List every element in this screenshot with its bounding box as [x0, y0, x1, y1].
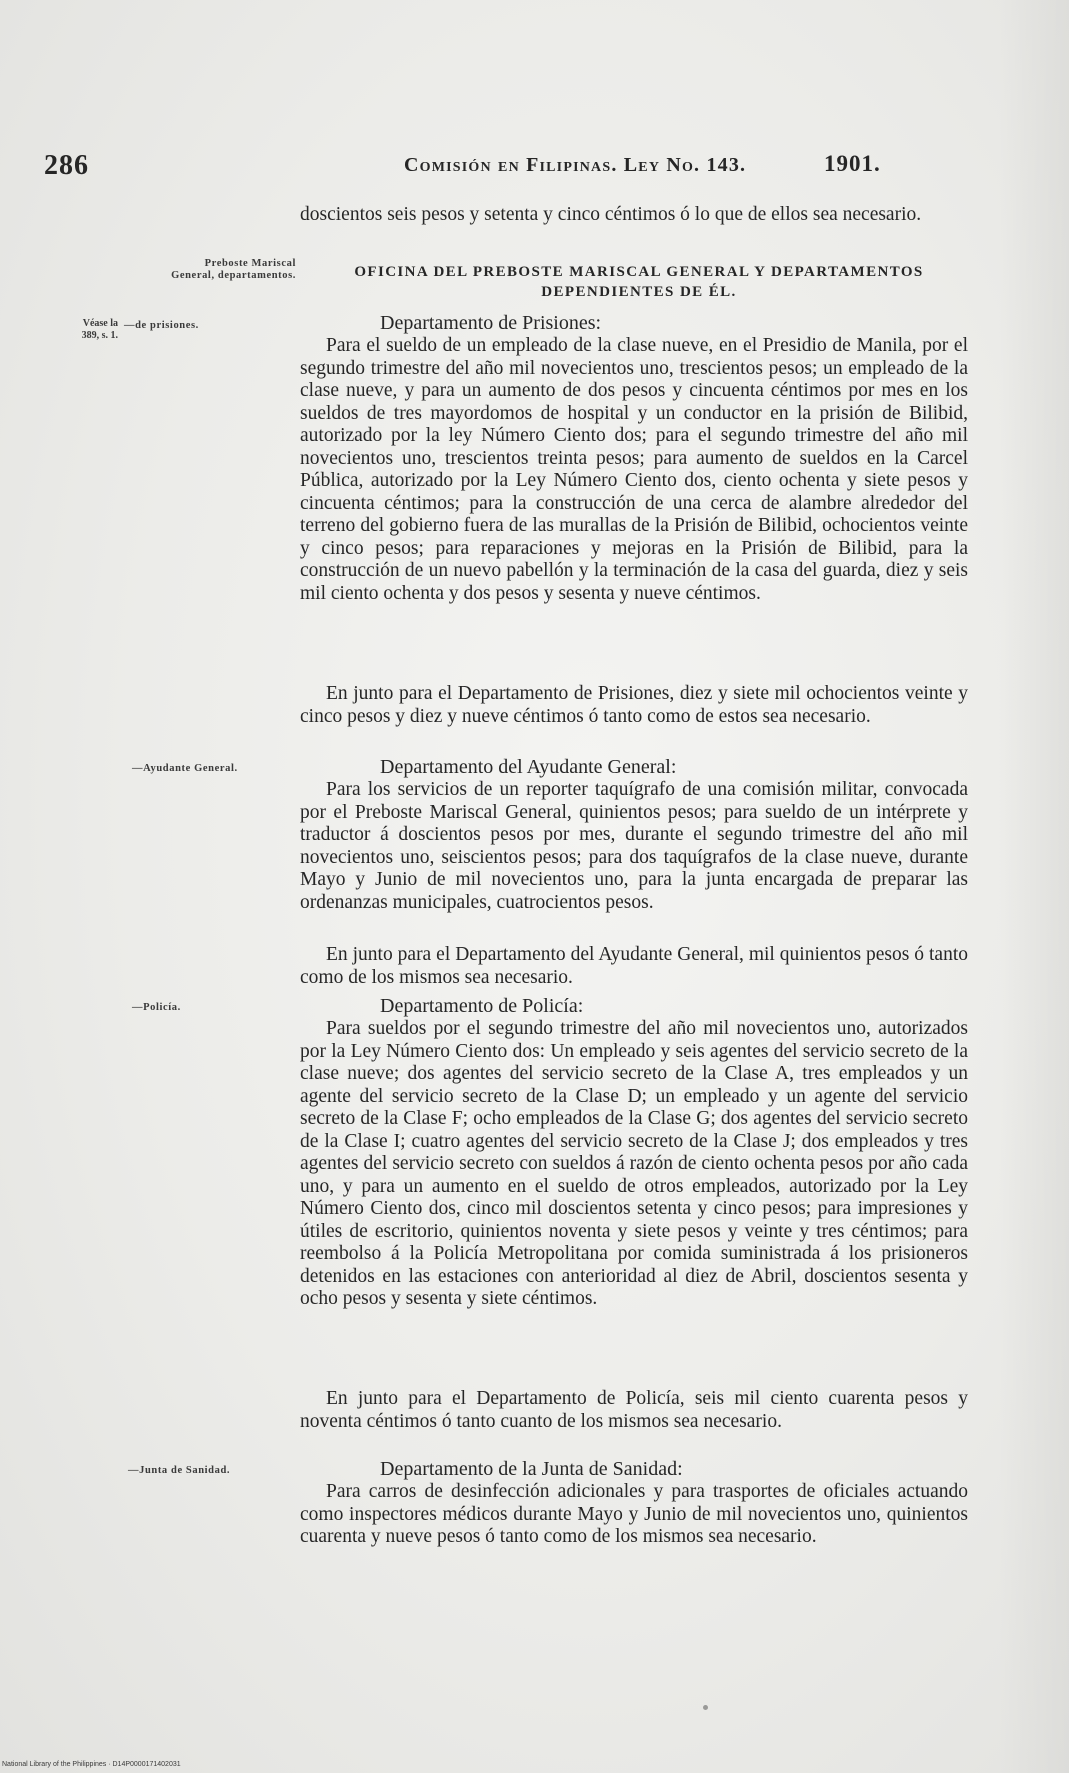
margin-note-sanidad: —Junta de Sanidad.: [128, 1465, 231, 1476]
policia-paragraph-1: Para sueldos por el segundo trimestre del año mil novecientos uno, autorizados por la Ley Número Ciento dos: Un empleado y seis agentes del servicio secreto de la clase nueve; dos agentes del servicio secreto de la Clase A, tres empleados y un agente del servicio secreto de la Clase D; un empleado y un agente del servicio secreto de la Clase F; ocho empleados de la Clase G; dos agentes del servicio secreto de la Clase I; cuatro agentes del servicio secreto de la Clase J; dos empleados y tres agentes del servicio secreto con sueldos á razón de ciento ochenta pesos por año cada uno, y para un aumento en el sueldo de otros empleados, autorizado por la Ley Número Ciento dos, cinco mil doscientos setenta y cinco pesos; para impresiones y útiles de escritorio, quinientos noventa y siete pesos y veinte y tres céntimos; para reembolso á la Policía Metropolitana por comida suministrada á los prisioneros detenidos en las estaciones con anterioridad al diez de Abril, doscientos sesenta y ocho pesos y sesenta y siete céntimos.: [300, 1018, 968, 1309]
margin-note-ayudante: —Ayudante General.: [132, 763, 238, 774]
running-head: Comisión en Filipinas. Ley No. 143.: [404, 154, 747, 176]
sanidad-paragraph-1: Para carros de desinfección adicionales y para trasportes de oficiales actuando como inspectores médicos durante Mayo y Junio de mil novecientos uno, quinientos cuarenta y nueve pesos ó tanto como de los mismos sea necesario.: [300, 1481, 968, 1547]
header-year: 1901.: [824, 151, 881, 176]
margin-cross-reference: Véase la 389, s. 1.: [81, 318, 118, 341]
footer-credit: National Library of the Philippines · D14P0000171402031: [2, 1761, 181, 1768]
section-heading-policia: Departamento de Policía:: [380, 995, 584, 1017]
page-number: 286: [44, 150, 89, 181]
prisiones-paragraph-1: Para el sueldo de un empleado de la clase nueve, en el Presidio de Manila, por el segundo trimestre del año mil novecientos uno, trescientos pesos; un empleado de la clase nueve, y para un aumento de dos pesos y cincuenta céntimos por mes en los sueldos de tres mayordomos de hospital y un conductor en la prisión de Bilibid, autorizado por la ley Número Ciento dos; para el segundo trimestre del año mil novecientos uno, trescientos treinta pesos; para aumento de sueldos en la Carcel Pública, autorizado por la Ley Número Ciento dos, ciento ochenta y siete pesos y cincuenta céntimos; para la construcción de una cerca de alambre alrededor del terreno del gobierno fuera de las murallas de la Prisión de Bilibid, ochocientos veinte y cinco pesos; para reparaciones y mejoras en la Prisión de Bilibid, para la construcción de un nuevo pabellón y la terminación de la casa del guarda, diez y seis mil ciento ochenta y dos pesos y sesenta y nueve céntimos.: [300, 335, 968, 604]
ayudante-paragraph-2: En junto para el Departamento del Ayudante General, mil quinientos pesos ó tanto como de los mismos sea necesario.: [300, 944, 968, 988]
section-heading-sanidad: Departamento de la Junta de Sanidad:: [380, 1458, 683, 1480]
margin-note-prisiones: —de prisiones.: [124, 320, 199, 331]
policia-paragraph-2: En junto para el Departamento de Policía, seis mil ciento cuarenta pesos y noventa céntimos ó tanto cuanto de los mismos sea necesario.: [300, 1388, 968, 1432]
section-heading-ayudante: Departamento del Ayudante General:: [380, 756, 677, 778]
section-heading-prisiones: Departamento de Prisiones:: [380, 312, 602, 334]
margin-note-policia: —Policía.: [132, 1002, 181, 1013]
margin-note-preboste: Preboste Mariscal General, departamentos.: [171, 258, 296, 281]
intro-continuation: doscientos seis pesos y setenta y cinco céntimos ó lo que de ellos sea necesario.: [300, 204, 922, 225]
prisiones-paragraph-2: En junto para el Departamento de Prisiones, diez y siete mil ochocientos veinte y cinco pesos y diez y nueve céntimos ó tanto como de estos sea necesario.: [300, 683, 968, 727]
paper-speck: [703, 1705, 708, 1710]
page-header: [44, 150, 884, 186]
office-heading: OFICINA DEL PREBOSTE MARISCAL GENERAL Y DEPARTAMENTOS DEPENDIENTES DE ÉL.: [354, 264, 924, 300]
ayudante-paragraph-1: Para los servicios de un reporter taquígrafo de una comisión militar, convocada por el Preboste Mariscal General, quinientos pesos; para sueldo de un intérprete y traductor á doscientos pesos por mes, durante el segundo trimestre del año mil novecientos uno, seiscientos pesos; para dos taquígrafos de la clase nueve, durante Mayo y Junio de mil novecientos uno, para la junta encargada de preparar las ordenanzas municipales, cuatrocientos pesos.: [300, 779, 968, 913]
